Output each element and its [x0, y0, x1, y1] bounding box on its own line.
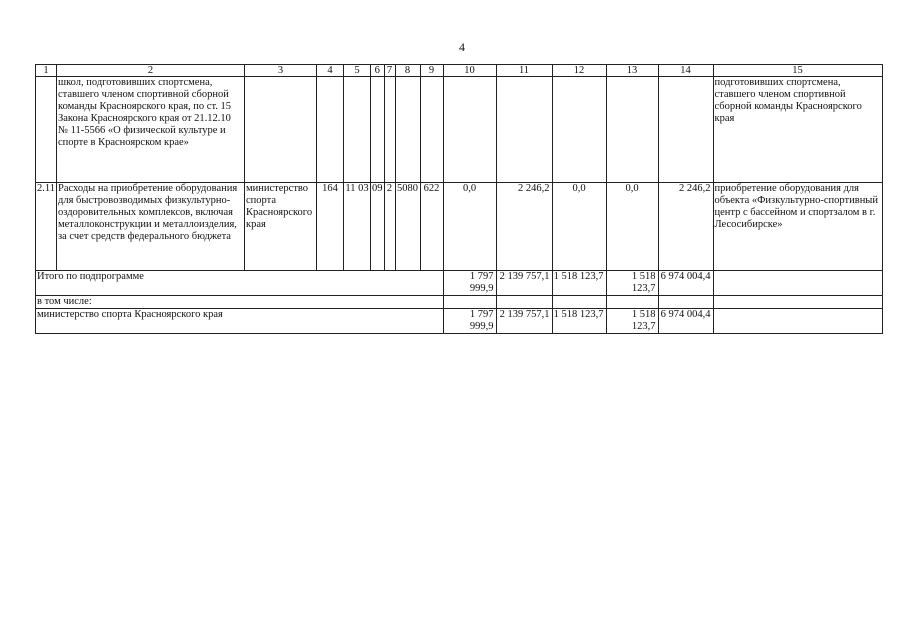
col-header: 13 [606, 65, 658, 77]
col-header: 2 [57, 65, 245, 77]
col-header: 3 [245, 65, 317, 77]
ministry-value: 1 518 123,7 [606, 309, 658, 334]
cell-num [36, 77, 57, 183]
col-header: 7 [384, 65, 395, 77]
cell-value: 0,0 [552, 183, 606, 271]
cell-value: 2 246,2 [658, 183, 713, 271]
page-number: 4 [459, 40, 465, 54]
total-value: 1 518 123,7 [552, 271, 606, 296]
table-row [36, 183, 883, 271]
col-header: 8 [395, 65, 420, 77]
ministry-row [36, 309, 883, 334]
cell-code: 622 [420, 183, 443, 271]
total-value: 1 797 999,9 [443, 271, 496, 296]
cell-value: 2 246,2 [496, 183, 552, 271]
cell-value: 0,0 [606, 183, 658, 271]
cell-name: Расходы на приобретение оборудования для быстровозводимых физкультурно-оздоровительных комплексов, включая металлоконструкции и металлоизделия, за счет средств федерального бюджета [57, 183, 245, 271]
total-label: Итого по подпрограмме [36, 271, 444, 296]
col-header: 1 [36, 65, 57, 77]
cell-grbs: министерство спорта Красноярского края [245, 183, 317, 271]
ministry-value: 1 797 999,9 [443, 309, 496, 334]
budget-table [35, 64, 883, 334]
ministry-value: 1 518 123,7 [552, 309, 606, 334]
cell-code: 2 [384, 183, 395, 271]
col-header: 14 [658, 65, 713, 77]
col-header: 6 [371, 65, 385, 77]
col-header: 11 [496, 65, 552, 77]
including-label: в том числе: [36, 296, 444, 309]
col-header: 10 [443, 65, 496, 77]
header-row [36, 65, 883, 77]
cell-value: 0,0 [443, 183, 496, 271]
including-row [36, 296, 883, 309]
cell-code: 11 03 [344, 183, 371, 271]
cell-result: приобретение оборудования для объекта «Физкультурно-спортивный центр с бассейном и спортзалом в г. Лесосибирске» [713, 183, 882, 271]
cell-name: школ, подготовивших спортсмена, ставшего членом спортивной сборной команды Красноярского края, по ст. 15 Закона Красноярского края от 21.12.10 № 11-5566 «О физической культуре и спорте в Красноярском крае» [57, 77, 245, 183]
col-header: 5 [344, 65, 371, 77]
cell-num: 2.11 [36, 183, 57, 271]
total-value: 1 518 123,7 [606, 271, 658, 296]
col-header: 12 [552, 65, 606, 77]
table-row [36, 77, 883, 183]
total-value: 6 974 004,4 [658, 271, 713, 296]
cell-code: 164 [317, 183, 344, 271]
ministry-value: 6 974 004,4 [658, 309, 713, 334]
ministry-label: министерство спорта Красноярского края [36, 309, 444, 334]
total-value: 2 139 757,1 [496, 271, 552, 296]
cell-result: подготовивших спортсмена, ставшего членом спортивной сборной команды Красноярского края [713, 77, 882, 183]
cell-code: 5080 [395, 183, 420, 271]
col-header: 4 [317, 65, 344, 77]
col-header: 15 [713, 65, 882, 77]
cell-code: 09 [371, 183, 385, 271]
ministry-value: 2 139 757,1 [496, 309, 552, 334]
total-row [36, 271, 883, 296]
col-header: 9 [420, 65, 443, 77]
